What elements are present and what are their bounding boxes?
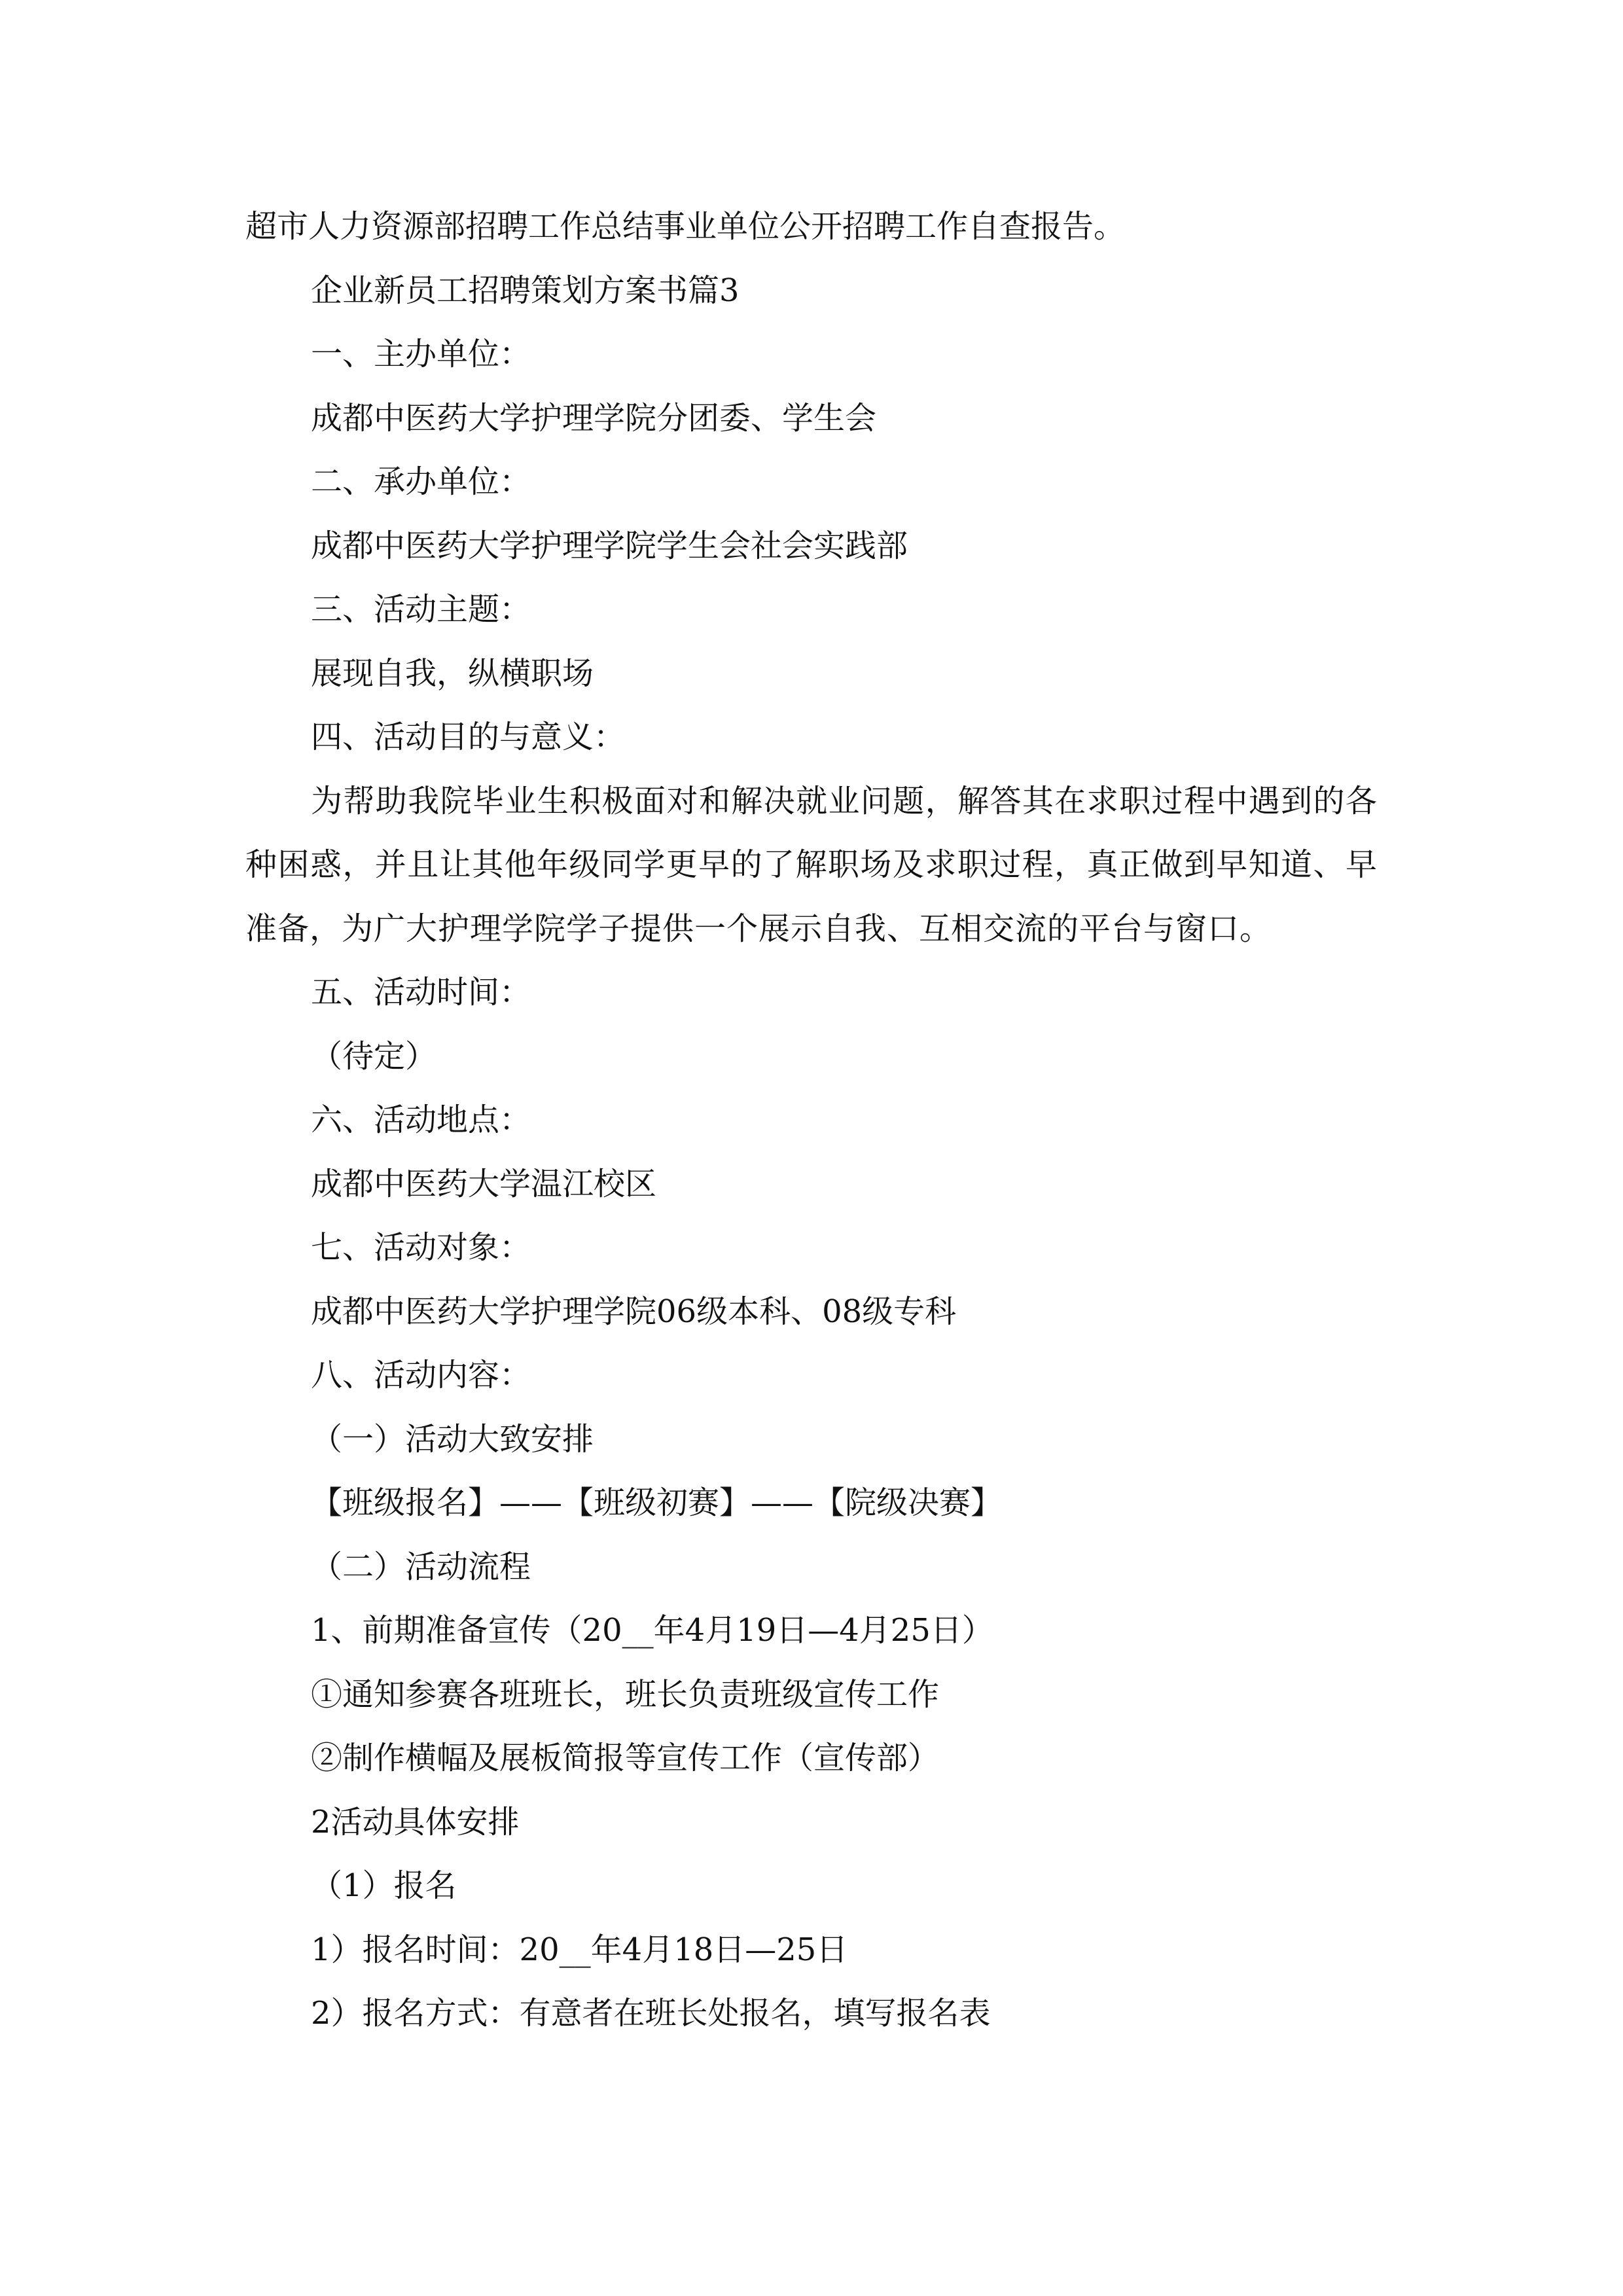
text-undertaker: 成都中医药大学护理学院学生会社会实践部 [311, 527, 908, 564]
heading-undertaker: 二、承办单位： [311, 463, 531, 500]
heading-time: 五、活动时间： [311, 974, 531, 1011]
heading-organizer: 一、主办单位： [311, 336, 531, 372]
text-purpose-paragraph: 为帮助我院毕业生积极面对和解决就业问题，解答其在求职过程中遇到的各种困惑，并且让其他年级同学更早的了解职场及求职过程，真正做到早知道、早准备，为广大护理学院学子提供一个展示自我、互相交流的平台与窗口。 [245, 782, 1378, 947]
subheading-arrangement: （一）活动大致安排 [311, 1420, 594, 1458]
text-step-2-1: （1）报名 [311, 1867, 457, 1904]
text-registration-time: 1）报名时间：20__年4月18日—25日 [311, 1931, 848, 1968]
heading-theme: 三、活动主题： [311, 591, 531, 628]
heading-content: 八、活动内容： [311, 1357, 531, 1393]
text-time: （待定） [311, 1037, 437, 1075]
section-title: 企业新员工招聘策划方案书篇3 [311, 272, 740, 309]
heading-purpose: 四、活动目的与意义： [311, 719, 626, 755]
text-organizer: 成都中医药大学护理学院分团委、学生会 [311, 399, 877, 437]
heading-audience: 七、活动对象： [311, 1229, 531, 1266]
text-step-1b: ②制作横幅及展板简报等宣传工作（宣传部） [311, 1740, 940, 1776]
text-line-continued: 超市人力资源部招聘工作总结事业单位公开招聘工作自查报告。 [245, 208, 1126, 245]
text-step-1a: ①通知参赛各班班长，班长负责班级宣传工作 [311, 1676, 940, 1713]
text-theme: 展现自我，纵横职场 [311, 655, 594, 692]
text-location: 成都中医药大学温江校区 [311, 1165, 657, 1202]
document-body [245, 195, 1397, 2046]
text-step-2: 2活动具体安排 [311, 1803, 520, 1840]
text-arrangement: 【班级报名】——【班级初赛】——【院级决赛】 [311, 1484, 1003, 1521]
subheading-process: （二）活动流程 [311, 1548, 531, 1585]
text-registration-method: 2）报名方式：有意者在班长处报名，填写报名表 [311, 1995, 991, 2032]
text-step-1: 1、前期准备宣传（20__年4月19日—4月25日） [311, 1612, 993, 1649]
heading-location: 六、活动地点： [311, 1102, 531, 1138]
text-audience: 成都中医药大学护理学院06级本科、08级专科 [311, 1293, 957, 1330]
